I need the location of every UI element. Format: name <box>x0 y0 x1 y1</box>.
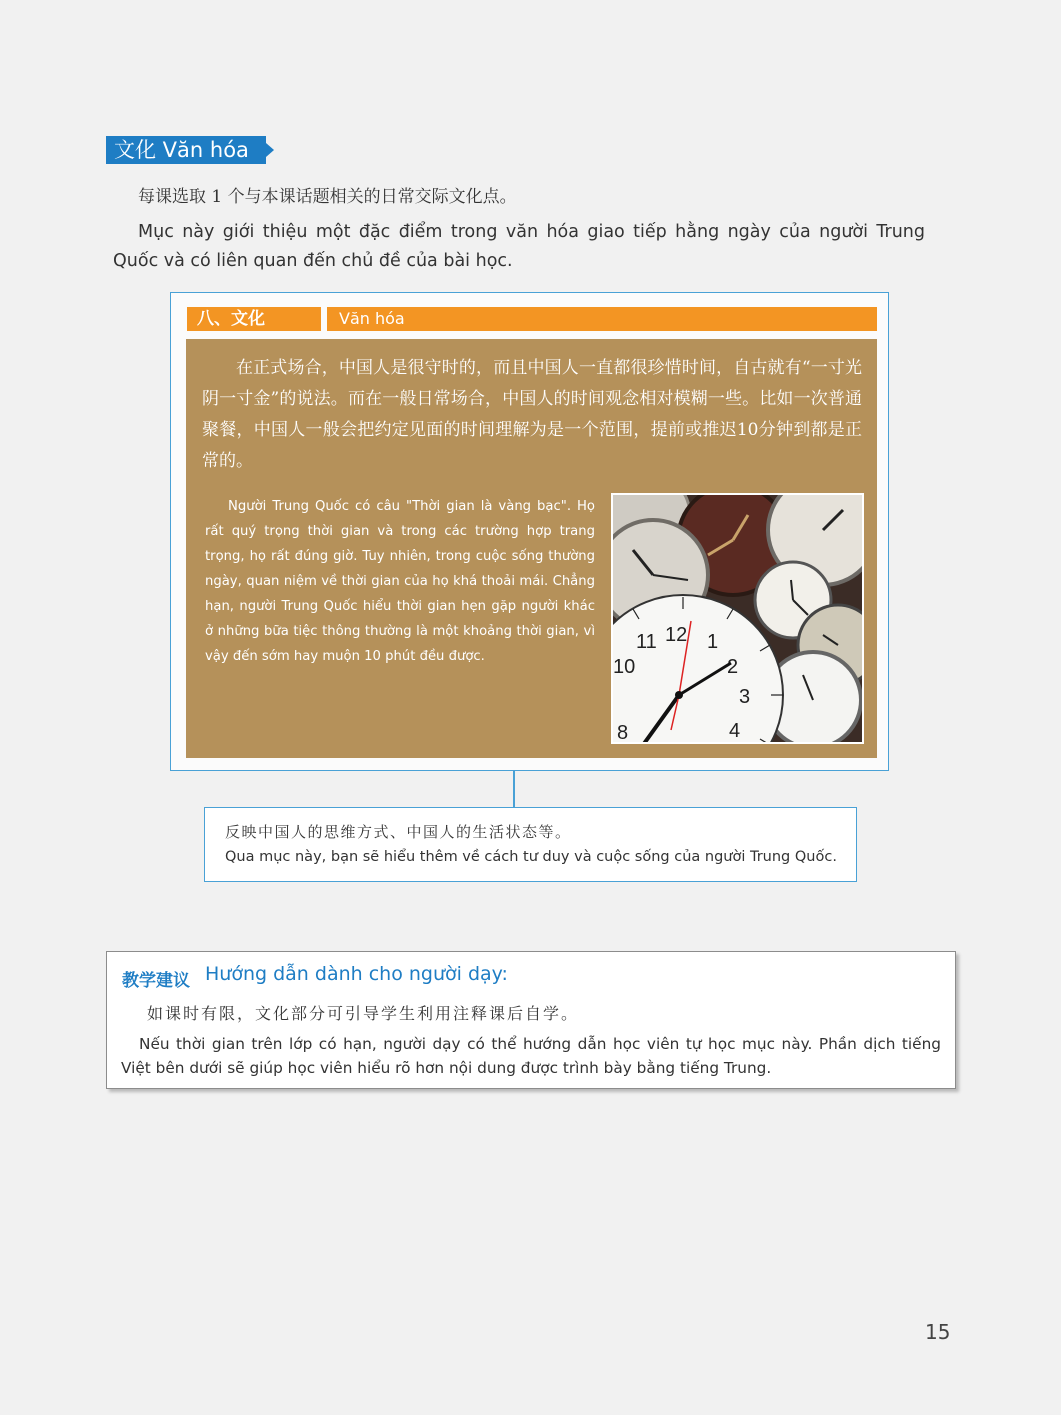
explanation-box <box>204 807 857 882</box>
explanation-vietnamese: Qua mục này, bạn sẽ hiểu thêm về cách tư duy và cuộc sống của người Trung Quốc. <box>225 849 837 865</box>
culture-text-vietnamese: Người Trung Quốc có câu "Thời gian là vàng bạc". Họ rất quý trọng thời gian và trong các trường hợp trang trọng, họ rất đúng giờ. Tuy nhiên, trong cuộc sống thường ngày, quan niệm về thời gian của họ khá thoải mái. Chẳng hạn, người Trung Quốc hiểu thời gian hẹn gặp người khác ở những bữa tiệc thông thường là một khoảng thời gian, vì vậy đến sớm hay muộn 10 phút đều được. <box>205 499 595 664</box>
section-tag: 文化 Văn hóa <box>106 136 266 164</box>
clocks-photo <box>611 493 864 744</box>
sample-header-chinese: 八、文化 <box>187 307 321 331</box>
sample-header-vietnamese: Văn hóa <box>327 307 877 331</box>
clock-numeral: 11 <box>636 631 657 653</box>
clock-numeral: 3 <box>739 686 751 708</box>
intro-chinese: 每课选取 1 个与本课话题相关的日常交际文化点。 <box>138 187 517 207</box>
clock-numeral: 1 <box>707 631 719 653</box>
teaching-tip-title-vietnamese: Hướng dẫn dành cho người dạy: <box>205 963 508 985</box>
teaching-tip-chinese: 如课时有限，文化部分可引导学生利用注释课后自学。 <box>147 1004 580 1023</box>
teaching-tip-title-chinese: 教学建议 <box>122 971 190 991</box>
page-number: 15 <box>925 1320 951 1344</box>
clock-numeral: 12 <box>665 624 688 646</box>
culture-text-chinese: 在正式场合，中国人是很守时的，而且中国人一直都很珍惜时间，自古就有“一寸光阴一寸金”的说法。而在一般日常场合，中国人的时间观念相对模糊一些。比如一次普通聚餐，中国人一般会把约定见面的时间理解为是一个范围，提前或推迟10分钟到都是正常的。 <box>202 358 862 471</box>
clock-numeral: 8 <box>617 722 629 742</box>
intro-vietnamese: Mục này giới thiệu một đặc điểm trong văn hóa giao tiếp hằng ngày của người Trung Quốc và có liên quan đến chủ đề của bài học. <box>113 222 925 271</box>
clock-numeral: 10 <box>613 656 636 678</box>
explanation-chinese: 反映中国人的思维方式、中国人的生活状态等。 <box>225 823 572 841</box>
clock-numeral: 2 <box>727 656 739 678</box>
clock-numeral: 4 <box>729 720 741 742</box>
connector-line <box>513 771 515 807</box>
teaching-tip-vietnamese: Nếu thời gian trên lớp có hạn, người dạy có thể hướng dẫn học viên tự học mục này. Phần dịch tiếng Việt bên dưới sẽ giúp học viên hiểu rõ hơn nội dung được trình bày bằng tiếng Trung. <box>121 1035 941 1077</box>
